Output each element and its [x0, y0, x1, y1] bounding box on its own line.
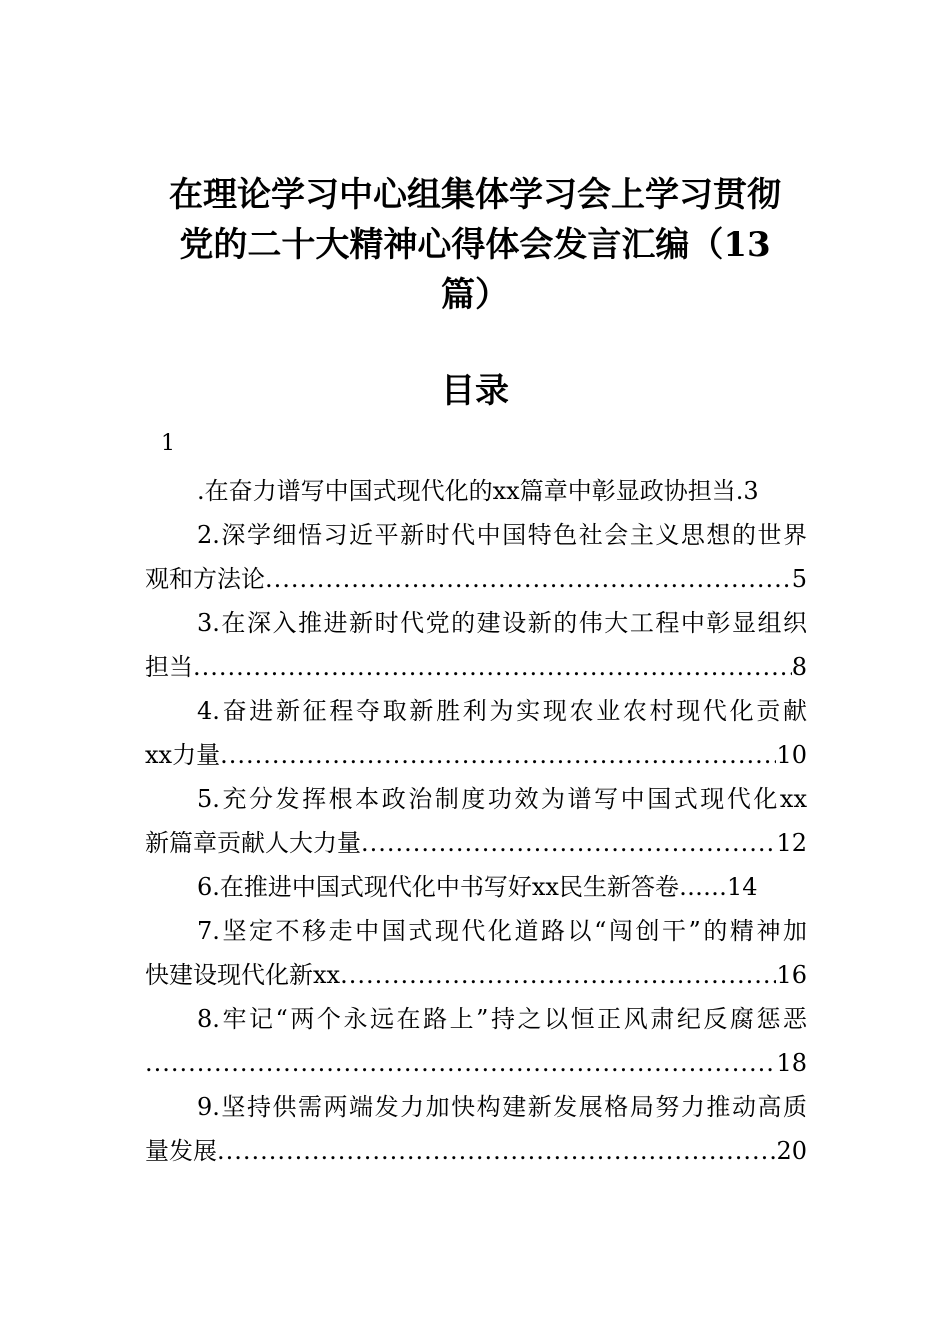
toc-entry-text-cont: 快建设现代化新xx	[145, 961, 341, 989]
toc-entry-separator: ……	[678, 873, 727, 901]
toc-entry-text: 7.坚定不移走中国式现代化道路以“闯创干”的精神加	[197, 917, 807, 945]
toc-entry-text-cont: 观和方法论	[145, 565, 265, 593]
toc-entry-4[interactable]	[145, 689, 807, 777]
toc-entry-line	[145, 469, 807, 513]
toc-entry-line	[145, 865, 807, 909]
toc-entry-7[interactable]	[145, 909, 807, 997]
toc-entry-line	[145, 557, 807, 601]
toc-entry-text-cont: 担当	[145, 653, 193, 681]
toc-entry-page: 20	[776, 1137, 807, 1165]
toc-entry-5[interactable]	[145, 777, 807, 865]
toc-leader-dots	[145, 1041, 776, 1085]
toc-entry-line	[145, 1129, 807, 1173]
title-line-3: 篇）	[441, 275, 509, 315]
toc-entry-text-cont: 量发展	[145, 1137, 217, 1165]
toc-entry-text: 2.深学细悟习近平新时代中国特色社会主义思想的世界	[197, 521, 807, 549]
toc-entry-text: 6.在推进中国式现代化中书写好xx民生新答卷	[197, 873, 679, 901]
toc-entry-line	[145, 601, 807, 645]
toc-entry-line	[145, 997, 807, 1041]
toc-entry-text: .在奋力谱写中国式现代化的xx篇章中彰显政协担当	[197, 477, 736, 505]
toc-entry-page: 12	[776, 829, 807, 857]
toc-entry-line	[145, 513, 807, 557]
toc-leader-dots	[361, 821, 776, 865]
toc-entry-text: 9.坚持供需两端发力加快构建新发展格局努力推动高质	[197, 1093, 807, 1121]
toc-heading: 目录	[441, 371, 509, 411]
toc-leader-dots	[265, 557, 792, 601]
toc-leader-dots	[340, 953, 776, 997]
toc-entry-3[interactable]	[145, 601, 807, 689]
toc-entry-text: 5.充分发挥根本政治制度功效为谱写中国式现代化xx	[197, 785, 807, 813]
toc-entry-line	[145, 733, 807, 777]
toc-entry-text-cont: xx力量	[145, 741, 221, 769]
toc-entry-text-cont: 新篇章贡献人大力量	[145, 829, 361, 857]
toc-entry-line	[145, 1041, 807, 1085]
toc-entry-line	[145, 953, 807, 997]
title-line-1: 在理论学习中心组集体学习会上学习贯彻	[169, 175, 781, 215]
toc-entry-line	[145, 645, 807, 689]
toc-entry-line	[145, 1085, 807, 1129]
toc-entry-separator: .	[735, 477, 744, 505]
toc-entry-line	[145, 689, 807, 733]
toc-entry-8[interactable]	[145, 997, 807, 1085]
toc-entry-text: 3.在深入推进新时代党的建设新的伟大工程中彰显组织	[197, 609, 807, 637]
toc-entry-text: 8.牢记“两个永远在路上”持之以恒正风肃纪反腐惩恶	[197, 1005, 807, 1033]
toc-leader-dots	[217, 1129, 776, 1173]
toc-entry-9[interactable]	[145, 1085, 807, 1173]
stray-number: 1	[161, 431, 175, 456]
toc-entry-text: 4.奋进新征程夺取新胜利为实现农业农村现代化贡献	[197, 697, 807, 725]
toc-entry-line	[145, 777, 807, 821]
toc-leader-dots	[220, 733, 776, 777]
toc-entry-page: 10	[776, 741, 807, 769]
toc-entry-page: 16	[776, 961, 807, 989]
document-title	[150, 170, 800, 320]
toc-entry-2[interactable]	[145, 513, 807, 601]
toc-entry-line	[145, 909, 807, 953]
toc-entry-page: 8	[791, 653, 807, 681]
toc-entry-page: 5	[791, 565, 807, 593]
toc-entry-page: 14	[726, 873, 758, 901]
toc-entry-1[interactable]	[145, 469, 807, 513]
toc-leader-dots	[193, 645, 792, 689]
toc-entry-line	[145, 821, 807, 865]
title-line-2: 党的二十大精神心得体会发言汇编（13	[179, 225, 771, 265]
toc-entry-page: 3	[743, 477, 759, 505]
toc-entry-page: 18	[776, 1049, 807, 1077]
toc-entry-6[interactable]	[145, 865, 807, 909]
